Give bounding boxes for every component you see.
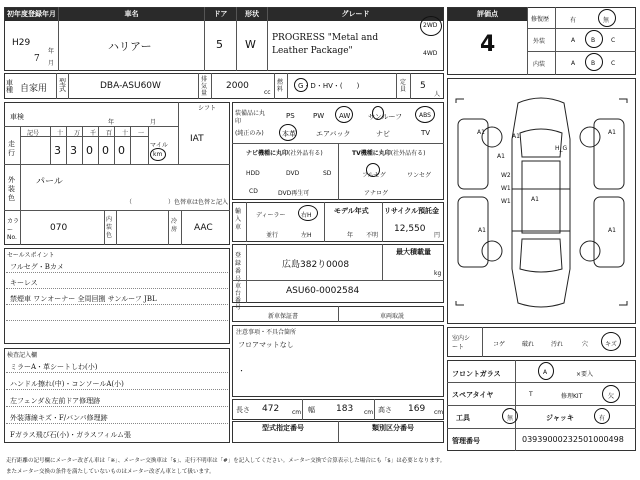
exterior-a: A [571,37,576,44]
front-glass-label: フロントガラス [452,370,501,378]
navi-dvd: DVD [286,170,300,177]
import-label: 輸入車 [235,208,242,231]
displacement-value: 2000 [226,81,249,91]
capacity-label: 定員 [400,79,407,93]
notes-line-1: フロアマットなし [238,341,294,349]
width-unit: cm [364,409,374,416]
navi-cd: CD [249,188,258,195]
management-label: 管理番号 [452,437,480,445]
width-value: 183 [336,404,354,414]
inspector-item-1: ミラーA・革シートしわ(小) [10,363,98,371]
recycle-label: リサイクル預託金 [384,207,440,215]
interior-c: C [611,60,616,67]
max-load-label: 最大積載量 [396,248,431,256]
color-no-label: カラーNo. [7,218,20,241]
import-left: 左H [301,232,312,239]
repair-no: 無 [603,17,610,24]
tv-fullseg: フルセグ [362,172,386,179]
mileage-h3: 千 [90,130,97,137]
first-reg-month: 7 [34,54,40,64]
spare-tire-t: T [529,391,533,398]
interior-sheet-label: 室内シート [452,335,471,351]
model-year-unit: 年 [347,232,354,239]
interior-label: 内装 [533,61,546,68]
color-no-value: 070 [50,223,68,233]
spare-tire-none: 欠 [608,393,615,400]
car-outline [448,79,635,323]
cc-unit: cc [264,89,271,96]
mileage-h2: 万 [74,130,81,137]
inspector-item-4: 外装薄線キズ・F/バンパ修理跡 [10,414,108,422]
interior-a: A [571,60,576,67]
interior-b: B [591,60,596,67]
spare-tire-label: スペアタイヤ [452,391,494,399]
sheet-yabure: 破れ [522,341,535,348]
recycle-value: 12,550 [394,224,426,234]
mileage-d1: 3 [54,144,61,157]
vehicle-manual: 車両取説 [380,313,405,320]
front-glass-x: ×要入 [576,371,594,378]
mileage-d4: 0 [102,144,109,157]
sales-point-3: 禁煙車 ワンオーナー 全周回捌 サンルーフ JBL [10,295,157,303]
car-name-value: ハリアー [108,40,152,53]
equip-abs: ABS [419,112,431,119]
equipment-sublabel: (純正のみ) [235,130,264,137]
length-value: 472 [262,404,280,414]
grade-value: PROGRESS "Metal and Leather Package" [272,33,379,56]
mileage-h1: 十 [57,130,64,137]
sunroof-circle [372,106,384,120]
inspector-label: 検査記入欄 [7,352,38,359]
displacement-label: 排気量 [201,76,208,97]
mileage-h4: 百 [106,130,113,137]
tv-label-main: TV機種に丸印 [352,150,391,157]
navi-sd: SD [323,170,332,177]
usage-value: 自家用 [20,84,48,94]
mileage-d5: 0 [118,144,125,157]
inspector-item-3: 左フェンダ＆左前ドア修理跡 [10,397,101,405]
registration-label: 登録番号 [235,252,242,283]
sales-points-label: セールスポイント [7,252,55,259]
inspection-year-unit: 年 [108,119,115,126]
mark-w1-b: W1 [501,198,511,205]
score-value: 4 [480,32,496,57]
recycle-unit: 円 [434,232,441,239]
sheet-yogore: 汚れ [551,341,564,348]
mark-left-fender: A1 [497,153,505,160]
model-year-label: モデル年式 [334,207,369,215]
door-header: ドア [205,8,236,21]
equip-leather: 本革 [282,130,296,138]
navi-hdd: HDD [246,170,260,177]
equip-tv: TV [421,129,431,137]
tools-value: 無 [507,415,514,422]
equip-ps: PS [286,112,295,120]
mileage-h6: 一 [138,130,145,137]
sales-point-2: キーレス [10,279,38,287]
capacity-unit: 人 [434,91,441,98]
classification-row [4,73,444,99]
import-parallel: 並行 [266,232,279,239]
repair-label: 修復歴 [531,16,550,23]
ext-color-label: 外装色 [8,176,15,202]
4wd-label: 4WD [423,50,438,57]
capacity-value: 5 [420,81,426,91]
navi-label-sub: (社外品有る) [288,150,323,157]
repair-yes: 有 [570,17,577,24]
inspector-item-5: Fガラス飛び石(小)・ガラスフィルム張 [10,431,132,439]
tv-label-sub: (社外品有る) [390,150,426,157]
mark-front-left: A1 [477,129,485,136]
jack-label: ジャッキ [546,414,574,422]
mark-rear-left: A1 [478,227,486,234]
navi-label-main: ナビ機種に丸印 [246,150,289,157]
sales-point-1: フルセグ・Bカメ [10,263,64,271]
first-reg-month-unit: 月 [48,60,55,67]
grade-header: グレード [268,8,443,21]
inspector-item-2: ハンドル擦れ(中)・コンソールA(小) [10,380,124,388]
equip-aw: AW [339,112,351,120]
tv-analog: アナログ [364,190,389,197]
doors-value: 5 [216,38,223,51]
mark-w1-a: W1 [501,185,511,192]
fuel-label: 燃料 [277,79,284,93]
mileage-h5: 十 [122,130,129,137]
first-reg-year-unit: 年 [48,48,55,55]
tv-oneseg: ワンセグ [407,172,432,179]
mark-w2: W2 [501,172,511,179]
inspection-label: 車検 [10,113,24,121]
max-load-kg: kg [434,270,442,277]
notes-line-2: ・ [238,367,245,375]
tv-label [352,148,425,157]
import-right: 右H [301,212,312,219]
mileage-unit-km: km [153,151,163,158]
mileage-label: 走行 [8,140,15,157]
footer-line-2: またメーター交換の条件を満たしていないものはメーター改ざん車として扱います。 [6,469,215,475]
first-reg-header: 初年度登録年月 [5,8,58,21]
height-unit: cm [434,409,444,416]
equip-pw: PW [313,112,325,120]
length-unit: cm [292,409,302,416]
ext-color-note: （ ）色替車は色替と記入 [126,199,229,206]
new-car-warranty: 新車保証書 [268,313,299,320]
navi-dvd-play: DVD再生可 [278,190,310,197]
width-label: 幅 [308,406,315,414]
shape-value: W [245,38,256,51]
mark-rear-panel: A1 [531,196,539,203]
exterior-label: 外装 [533,38,546,45]
sheet-koge: コゲ [493,341,506,348]
2wd-label: 2WD [423,22,438,29]
shape-header: 形状 [237,8,267,21]
height-label: 高さ [378,406,392,414]
first-reg-year: H29 [12,38,31,48]
mileage-d3: 0 [86,144,93,157]
shift-label: シフト [198,105,217,112]
model-label: 型式 [59,78,66,93]
usage-label: 車種 [6,79,13,94]
management-value: 03939000232501000498 [522,435,624,444]
exterior-c: C [611,37,616,44]
equip-sunroof: サンルーフ [368,113,403,121]
length-label: 長さ [236,406,250,414]
type-cert-label: 型式指定番号 [262,424,304,432]
exterior-b: B [591,37,596,44]
fuel-options: G・D・HV・( ) [298,82,360,90]
equip-navi: ナビ [376,130,390,138]
ext-color-value: パール [36,177,63,187]
car-diagram-box [447,78,636,324]
sheet-ana: 穴 [582,341,589,348]
spare-tire-kit: 修理KIT [561,393,583,400]
height-value: 169 [408,404,426,414]
footer-line-1: 走行距離の記号欄にメーター改ざん車は「※」、メーター交換車は「$」、走行不明車は「#」を記入してください。メーター交換で合算表示した場合にも「$」は必要となります。 [6,458,446,464]
ac-label: 冷房 [171,218,178,233]
sheet-kizu: キズ [605,341,617,348]
interior-color-label: 内装色 [106,216,113,239]
inspection-month-unit: 月 [150,119,157,126]
chassis-label: 車台番号 [235,283,242,311]
car-name-header: 車名 [59,8,204,21]
mark-hg: H_G [555,145,568,152]
tools-label: 工具 [456,414,470,422]
mileage-unit-mile: マイル [150,142,168,149]
mileage-h0: 記号 [27,130,40,137]
model-year-unknown: 不明 [366,232,379,239]
equipment-label: 装備品に丸印 [235,110,266,125]
score-header: 評価点 [448,8,527,21]
navi-label [246,148,323,157]
import-dealer: ディーラー [256,212,286,219]
shift-value: IAT [190,134,204,144]
mark-rear-right: A1 [608,227,616,234]
equip-airbag: エアバック [316,130,351,138]
model-value: DBA-ASU60W [100,81,161,91]
mileage-d2: 3 [70,144,77,157]
notes-label: 注意事項・不具合箇所 [236,329,297,336]
jack-value: 有 [599,415,606,422]
front-glass-a: A [543,369,548,376]
mark-a1-side: A1 [512,133,520,140]
class-label: 類別区分番号 [372,424,414,432]
chassis-value: ASU60-0002584 [286,286,360,296]
ac-value: AAC [194,223,213,233]
registration-value: 広島382り0008 [282,260,350,270]
mark-front-right: A1 [608,129,616,136]
